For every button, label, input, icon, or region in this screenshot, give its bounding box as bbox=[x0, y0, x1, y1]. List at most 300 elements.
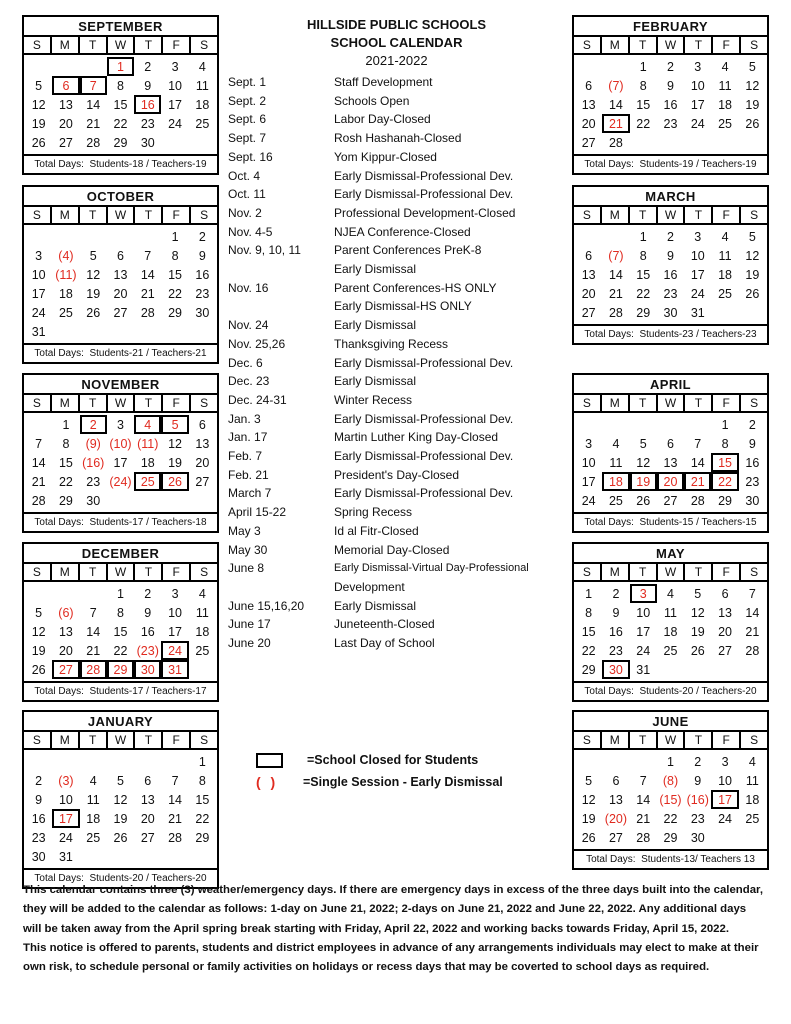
week-row bbox=[25, 641, 216, 660]
date-cell: 16 bbox=[195, 267, 210, 282]
weekday-label: T bbox=[135, 395, 163, 411]
date-cell: 23 bbox=[608, 643, 623, 658]
date-cell bbox=[575, 752, 602, 771]
date-cell: 6 bbox=[585, 248, 593, 263]
date-cell: 5 bbox=[35, 605, 43, 620]
date-cell: 16 bbox=[745, 455, 760, 470]
date-cell: 17 bbox=[168, 624, 182, 639]
date-cell: 1 bbox=[667, 754, 674, 769]
date-cell: 21 bbox=[684, 472, 711, 491]
weekday-label: S bbox=[574, 395, 602, 411]
weekday-label: M bbox=[52, 732, 80, 748]
event-row bbox=[228, 316, 565, 335]
event-description bbox=[334, 522, 565, 541]
week-row bbox=[25, 491, 216, 510]
date-cell: 28 bbox=[608, 135, 623, 150]
total-days-label: Total Days: Students-17 / Teachers-17 bbox=[24, 681, 217, 700]
date-cell bbox=[161, 322, 188, 341]
date-cell: 5 bbox=[694, 586, 702, 601]
date-cell: 24 bbox=[161, 641, 188, 660]
total-days-label: Total Days: Students-17 / Teachers-18 bbox=[24, 512, 217, 531]
legend-row-closed bbox=[256, 753, 565, 768]
date-cell: 1 bbox=[171, 229, 179, 244]
date-cell: 1 bbox=[198, 754, 206, 769]
week-row bbox=[575, 491, 766, 510]
date-grid bbox=[24, 582, 217, 681]
date-cell bbox=[602, 752, 629, 771]
date-cell bbox=[602, 415, 629, 434]
date-cell: 29 bbox=[168, 305, 182, 320]
week-row bbox=[25, 809, 216, 828]
date-cell: 20 bbox=[657, 472, 684, 491]
week-row bbox=[575, 227, 766, 246]
date-cell: 12 bbox=[581, 792, 596, 807]
events-list bbox=[228, 73, 565, 653]
date-cell: 22 bbox=[113, 116, 128, 131]
date-cell: 28 bbox=[745, 643, 760, 658]
date-cell: 20 bbox=[195, 455, 210, 470]
date-cell: 8 bbox=[198, 773, 206, 788]
weekday-label: F bbox=[163, 564, 191, 580]
date-cell: 7 bbox=[639, 773, 647, 788]
date-cell: 18 bbox=[602, 472, 629, 491]
weekday-label: T bbox=[135, 207, 163, 223]
date-cell: 15 bbox=[168, 267, 182, 282]
date-cell: 17 bbox=[690, 267, 705, 282]
date-cell: 29 bbox=[195, 830, 210, 845]
date-cell: 10 bbox=[690, 248, 705, 263]
event-description bbox=[334, 223, 565, 242]
date-cell: 19 bbox=[745, 97, 760, 112]
event-date: Nov. 4-5 bbox=[228, 224, 273, 239]
date-cell: 5 bbox=[639, 436, 647, 451]
week-row bbox=[575, 284, 766, 303]
event-date: Dec. 23 bbox=[228, 374, 270, 389]
date-cell: 8 bbox=[171, 248, 179, 263]
footer-line: This calendar contains three (3) weather/emergency days. If there are emergency days in excess of the three days built into the calendar, bbox=[23, 884, 764, 896]
date-cell: 24 bbox=[636, 643, 651, 658]
weekday-label: S bbox=[24, 564, 52, 580]
date-cell: 17 bbox=[113, 455, 128, 470]
date-cell: 30 bbox=[602, 660, 629, 679]
date-cell: 28 bbox=[140, 305, 155, 320]
date-cell: 19 bbox=[31, 643, 46, 658]
school-name: HILLSIDE PUBLIC SCHOOLS bbox=[306, 17, 487, 32]
date-cell bbox=[52, 227, 79, 246]
date-cell: 23 bbox=[663, 116, 678, 131]
weekday-label: W bbox=[108, 732, 136, 748]
weekday-label: S bbox=[750, 565, 759, 579]
date-cell: 11 bbox=[745, 773, 759, 788]
event-text-line: Early Dismissal-Virtual Day-Professional bbox=[334, 562, 529, 575]
date-cell: 6 bbox=[721, 586, 729, 601]
date-cell: 17 bbox=[690, 97, 705, 112]
date-cell: 3 bbox=[171, 586, 179, 601]
event-text-line: Early Dismissal bbox=[334, 318, 417, 333]
date-cell: 9 bbox=[35, 792, 43, 807]
date-cell bbox=[630, 415, 657, 434]
date-cell bbox=[52, 752, 79, 771]
weekday-header-row bbox=[24, 564, 217, 582]
date-cell: 2 bbox=[667, 59, 674, 74]
event-date: Nov. 16 bbox=[228, 280, 269, 295]
month-title: JANUARY bbox=[24, 712, 217, 732]
event-row bbox=[228, 447, 565, 466]
event-description bbox=[334, 372, 565, 391]
event-description bbox=[334, 185, 565, 204]
event-row bbox=[228, 204, 565, 223]
date-cell: (16) bbox=[686, 792, 709, 807]
week-row bbox=[575, 828, 766, 847]
event-date: April 15-22 bbox=[228, 505, 287, 520]
event-date: Feb. 21 bbox=[228, 467, 269, 482]
date-cell: 5 bbox=[748, 229, 756, 244]
date-cell: 4 bbox=[721, 229, 729, 244]
weekday-label: W bbox=[108, 207, 136, 223]
event-date: Sept. 16 bbox=[228, 149, 273, 164]
date-cell: 16 bbox=[608, 624, 623, 639]
month-calendar-february bbox=[572, 15, 769, 175]
weekday-label: S bbox=[200, 396, 209, 410]
date-cell: 1 bbox=[639, 59, 647, 74]
date-cell: 9 bbox=[144, 78, 152, 93]
date-cell bbox=[684, 660, 711, 679]
date-cell: 20 bbox=[58, 643, 73, 658]
date-cell: 4 bbox=[134, 415, 161, 434]
date-cell: 22 bbox=[195, 811, 210, 826]
month-calendar-october bbox=[22, 185, 219, 364]
date-cell bbox=[657, 415, 684, 434]
date-cell: 30 bbox=[86, 493, 101, 508]
event-description bbox=[334, 279, 565, 316]
event-date: Oct. 4 bbox=[228, 168, 261, 183]
date-cell: 11 bbox=[663, 605, 677, 620]
event-text-line: Early Dismissal-Professional Dev. bbox=[334, 486, 514, 501]
date-cell: 19 bbox=[31, 116, 46, 131]
date-cell bbox=[25, 415, 52, 434]
week-row bbox=[25, 322, 216, 341]
date-cell: 23 bbox=[31, 830, 46, 845]
date-cell: 26 bbox=[636, 493, 651, 508]
event-text-line: Early Dismissal-HS ONLY bbox=[334, 299, 472, 314]
date-cell: 7 bbox=[748, 586, 756, 601]
date-cell: 15 bbox=[711, 453, 738, 472]
date-cell: 26 bbox=[745, 286, 760, 301]
event-date: Jan. 17 bbox=[228, 430, 268, 445]
event-text-line: Last Day of School bbox=[334, 636, 435, 651]
date-cell: 10 bbox=[31, 267, 46, 282]
date-cell bbox=[25, 57, 52, 76]
weekday-label: W bbox=[658, 37, 686, 53]
closed-box-icon bbox=[256, 753, 283, 768]
week-row bbox=[575, 133, 766, 152]
event-date: Jan. 3 bbox=[228, 411, 261, 426]
month-calendar-december bbox=[22, 542, 219, 702]
date-cell bbox=[739, 828, 766, 847]
date-cell: 15 bbox=[113, 624, 128, 639]
event-text-line: Id al Fitr-Closed bbox=[334, 523, 419, 538]
date-cell: 5 bbox=[161, 415, 188, 434]
date-cell: 6 bbox=[612, 773, 620, 788]
week-row bbox=[25, 415, 216, 434]
date-cell: 13 bbox=[663, 455, 678, 470]
date-cell: 19 bbox=[745, 267, 760, 282]
date-cell: 28 bbox=[80, 660, 107, 679]
date-cell: (6) bbox=[58, 605, 74, 620]
date-cell: 2 bbox=[144, 59, 152, 74]
date-grid bbox=[24, 750, 217, 868]
date-cell: 20 bbox=[140, 811, 155, 826]
date-cell: 30 bbox=[690, 830, 705, 845]
event-text-line: Early Dismissal bbox=[334, 598, 417, 613]
date-cell: 8 bbox=[585, 605, 593, 620]
event-date: Nov. 24 bbox=[228, 318, 269, 333]
event-row bbox=[228, 129, 565, 148]
date-cell: 28 bbox=[168, 830, 182, 845]
date-cell: 27 bbox=[52, 660, 79, 679]
date-cell: 3 bbox=[35, 248, 43, 263]
event-row bbox=[228, 185, 565, 204]
date-cell: 21 bbox=[140, 286, 155, 301]
event-text-line: Memorial Day-Closed bbox=[334, 542, 450, 557]
date-cell bbox=[161, 133, 188, 152]
date-cell: 10 bbox=[636, 605, 651, 620]
total-days-label: Total Days: Students-19 / Teachers-19 bbox=[574, 154, 767, 173]
date-cell: 9 bbox=[144, 605, 152, 620]
date-cell: 3 bbox=[694, 59, 702, 74]
date-cell: 15 bbox=[581, 624, 596, 639]
date-cell: 9 bbox=[198, 248, 206, 263]
weekday-label: T bbox=[685, 37, 713, 53]
event-row bbox=[228, 372, 565, 391]
date-cell: (24) bbox=[109, 474, 132, 489]
date-cell: 7 bbox=[171, 773, 179, 788]
weekday-label: M bbox=[602, 564, 630, 580]
date-cell bbox=[739, 303, 766, 322]
event-row bbox=[228, 92, 565, 111]
event-description bbox=[334, 204, 565, 223]
event-row bbox=[228, 615, 565, 634]
week-row bbox=[575, 303, 766, 322]
event-text-line: Professional Development-Closed bbox=[334, 205, 516, 220]
event-row bbox=[228, 148, 565, 167]
month-calendar-march bbox=[572, 185, 769, 345]
date-grid bbox=[24, 225, 217, 343]
date-cell: 16 bbox=[134, 95, 161, 114]
date-cell: 2 bbox=[667, 229, 674, 244]
event-date: May 30 bbox=[228, 542, 268, 557]
date-cell: 21 bbox=[602, 114, 629, 133]
weekday-label: T bbox=[80, 37, 108, 53]
date-cell: 2 bbox=[80, 415, 107, 434]
weekday-label: W bbox=[658, 207, 686, 223]
event-description bbox=[334, 634, 565, 653]
month-calendar-september bbox=[22, 15, 219, 175]
date-cell: 18 bbox=[745, 792, 760, 807]
weekday-header-row bbox=[574, 37, 767, 55]
event-description bbox=[334, 92, 565, 111]
date-cell: 9 bbox=[667, 78, 674, 93]
month-calendar-november bbox=[22, 373, 219, 533]
event-description bbox=[334, 428, 565, 447]
event-row bbox=[228, 428, 565, 447]
date-grid bbox=[24, 413, 217, 512]
date-cell bbox=[189, 322, 216, 341]
date-cell: 23 bbox=[745, 474, 760, 489]
weekday-label: M bbox=[602, 37, 630, 53]
week-row bbox=[25, 584, 216, 603]
date-cell: (10) bbox=[109, 436, 132, 451]
date-cell: 21 bbox=[86, 643, 101, 658]
date-cell bbox=[189, 847, 216, 866]
date-cell: (16) bbox=[82, 455, 105, 470]
date-cell: 15 bbox=[636, 267, 651, 282]
weekday-label: F bbox=[713, 395, 741, 411]
date-cell: 14 bbox=[690, 455, 705, 470]
date-cell: 14 bbox=[31, 455, 46, 470]
event-text-line: Juneteenth-Closed bbox=[334, 617, 435, 632]
date-cell: 27 bbox=[718, 643, 732, 658]
date-cell: 3 bbox=[171, 59, 179, 74]
event-row bbox=[228, 503, 565, 522]
month-title: MAY bbox=[574, 544, 767, 564]
date-cell: 24 bbox=[168, 116, 182, 131]
weekday-label: T bbox=[630, 395, 658, 411]
weekday-label: S bbox=[574, 37, 602, 53]
date-cell: 5 bbox=[117, 773, 124, 788]
weekday-label: S bbox=[750, 733, 759, 747]
weekday-label: S bbox=[24, 37, 52, 53]
week-row bbox=[575, 584, 766, 603]
date-cell bbox=[161, 847, 188, 866]
event-text-line: Development bbox=[334, 579, 405, 594]
week-row bbox=[575, 771, 766, 790]
date-cell bbox=[52, 584, 79, 603]
event-description bbox=[334, 391, 565, 410]
legend-early-label: =Single Session - Early Dismissal bbox=[303, 774, 503, 789]
date-grid bbox=[574, 225, 767, 324]
week-row bbox=[575, 622, 766, 641]
event-date: June 15,16,20 bbox=[228, 598, 305, 613]
date-cell: 27 bbox=[58, 135, 73, 150]
date-cell: 31 bbox=[58, 849, 73, 864]
weekday-label: M bbox=[602, 207, 630, 223]
event-date: Nov. 2 bbox=[228, 205, 262, 220]
date-cell: 11 bbox=[609, 455, 623, 470]
weekday-label: S bbox=[200, 38, 209, 52]
date-grid bbox=[574, 55, 767, 154]
date-cell: 10 bbox=[168, 605, 182, 620]
event-text-line: Early Dismissal-Professional Dev. bbox=[334, 168, 514, 183]
week-row bbox=[25, 57, 216, 76]
weekday-label: M bbox=[52, 207, 80, 223]
date-cell: 19 bbox=[630, 472, 657, 491]
date-cell bbox=[80, 584, 107, 603]
date-cell: 27 bbox=[195, 474, 210, 489]
date-cell: 2 bbox=[144, 586, 152, 601]
date-cell: 25 bbox=[195, 643, 210, 658]
footer-line: own risk, to schedule personal or family activities on holidays or recess days that may be coverted to school days as required. bbox=[23, 961, 710, 974]
date-cell: 2 bbox=[35, 773, 43, 788]
date-cell bbox=[161, 491, 188, 510]
weekday-header-row bbox=[24, 37, 217, 55]
date-cell: 4 bbox=[198, 59, 206, 74]
weekday-label: W bbox=[658, 564, 686, 580]
weekday-label: T bbox=[80, 395, 108, 411]
weekday-label: T bbox=[80, 207, 108, 223]
date-cell: 6 bbox=[144, 773, 152, 788]
week-row bbox=[575, 472, 766, 491]
date-cell: 14 bbox=[86, 624, 101, 639]
event-description bbox=[334, 335, 565, 354]
date-cell bbox=[739, 133, 766, 152]
week-row bbox=[575, 641, 766, 660]
event-description bbox=[334, 615, 565, 634]
date-cell: 14 bbox=[745, 605, 760, 620]
date-cell: 18 bbox=[195, 97, 210, 112]
date-cell: 25 bbox=[745, 811, 760, 826]
date-cell: 2 bbox=[748, 417, 756, 432]
event-row bbox=[228, 279, 565, 316]
date-cell: 16 bbox=[663, 267, 678, 282]
total-days-label: Total Days: Students-13/ Teachers 13 bbox=[574, 849, 767, 868]
date-cell: 12 bbox=[636, 455, 651, 470]
date-cell: 1 bbox=[62, 417, 70, 432]
month-title: FEBRUARY bbox=[574, 17, 767, 37]
weekday-label: T bbox=[685, 207, 713, 223]
date-cell: 26 bbox=[745, 116, 760, 131]
date-cell: 21 bbox=[86, 116, 101, 131]
event-date: Dec. 24-31 bbox=[228, 392, 287, 407]
week-row bbox=[25, 76, 216, 95]
date-cell: 25 bbox=[608, 493, 623, 508]
date-cell bbox=[134, 752, 161, 771]
event-text-line: Rosh Hashanah-Closed bbox=[334, 131, 462, 146]
date-cell: 30 bbox=[31, 849, 46, 864]
date-cell: 2 bbox=[198, 229, 206, 244]
date-cell bbox=[684, 415, 711, 434]
week-row bbox=[25, 284, 216, 303]
week-row bbox=[25, 622, 216, 641]
date-cell: 21 bbox=[745, 624, 760, 639]
weekday-label: T bbox=[630, 732, 658, 748]
week-row bbox=[25, 265, 216, 284]
weekday-header-row bbox=[24, 207, 217, 225]
week-row bbox=[25, 246, 216, 265]
event-date: Sept. 7 bbox=[228, 131, 267, 146]
weekday-label: T bbox=[135, 732, 163, 748]
total-days-label: Total Days: Students-20 / Teachers-20 bbox=[574, 681, 767, 700]
date-cell: 2 bbox=[694, 754, 702, 769]
date-cell: 13 bbox=[581, 267, 596, 282]
event-date: Sept. 1 bbox=[228, 75, 267, 89]
date-cell: 8 bbox=[62, 436, 70, 451]
event-description bbox=[334, 316, 565, 335]
date-cell: 26 bbox=[113, 830, 128, 845]
weekday-label: S bbox=[574, 732, 602, 748]
date-cell bbox=[80, 322, 107, 341]
date-cell: 13 bbox=[581, 97, 596, 112]
event-text-line: Schools Open bbox=[334, 93, 410, 108]
date-cell: 17 bbox=[711, 790, 738, 809]
date-cell: (11) bbox=[137, 436, 159, 451]
weekday-label: S bbox=[200, 565, 209, 579]
date-cell bbox=[25, 227, 52, 246]
event-description bbox=[334, 73, 565, 92]
weekday-label: T bbox=[630, 564, 658, 580]
weekday-header-row bbox=[574, 564, 767, 582]
date-cell: 17 bbox=[636, 624, 651, 639]
